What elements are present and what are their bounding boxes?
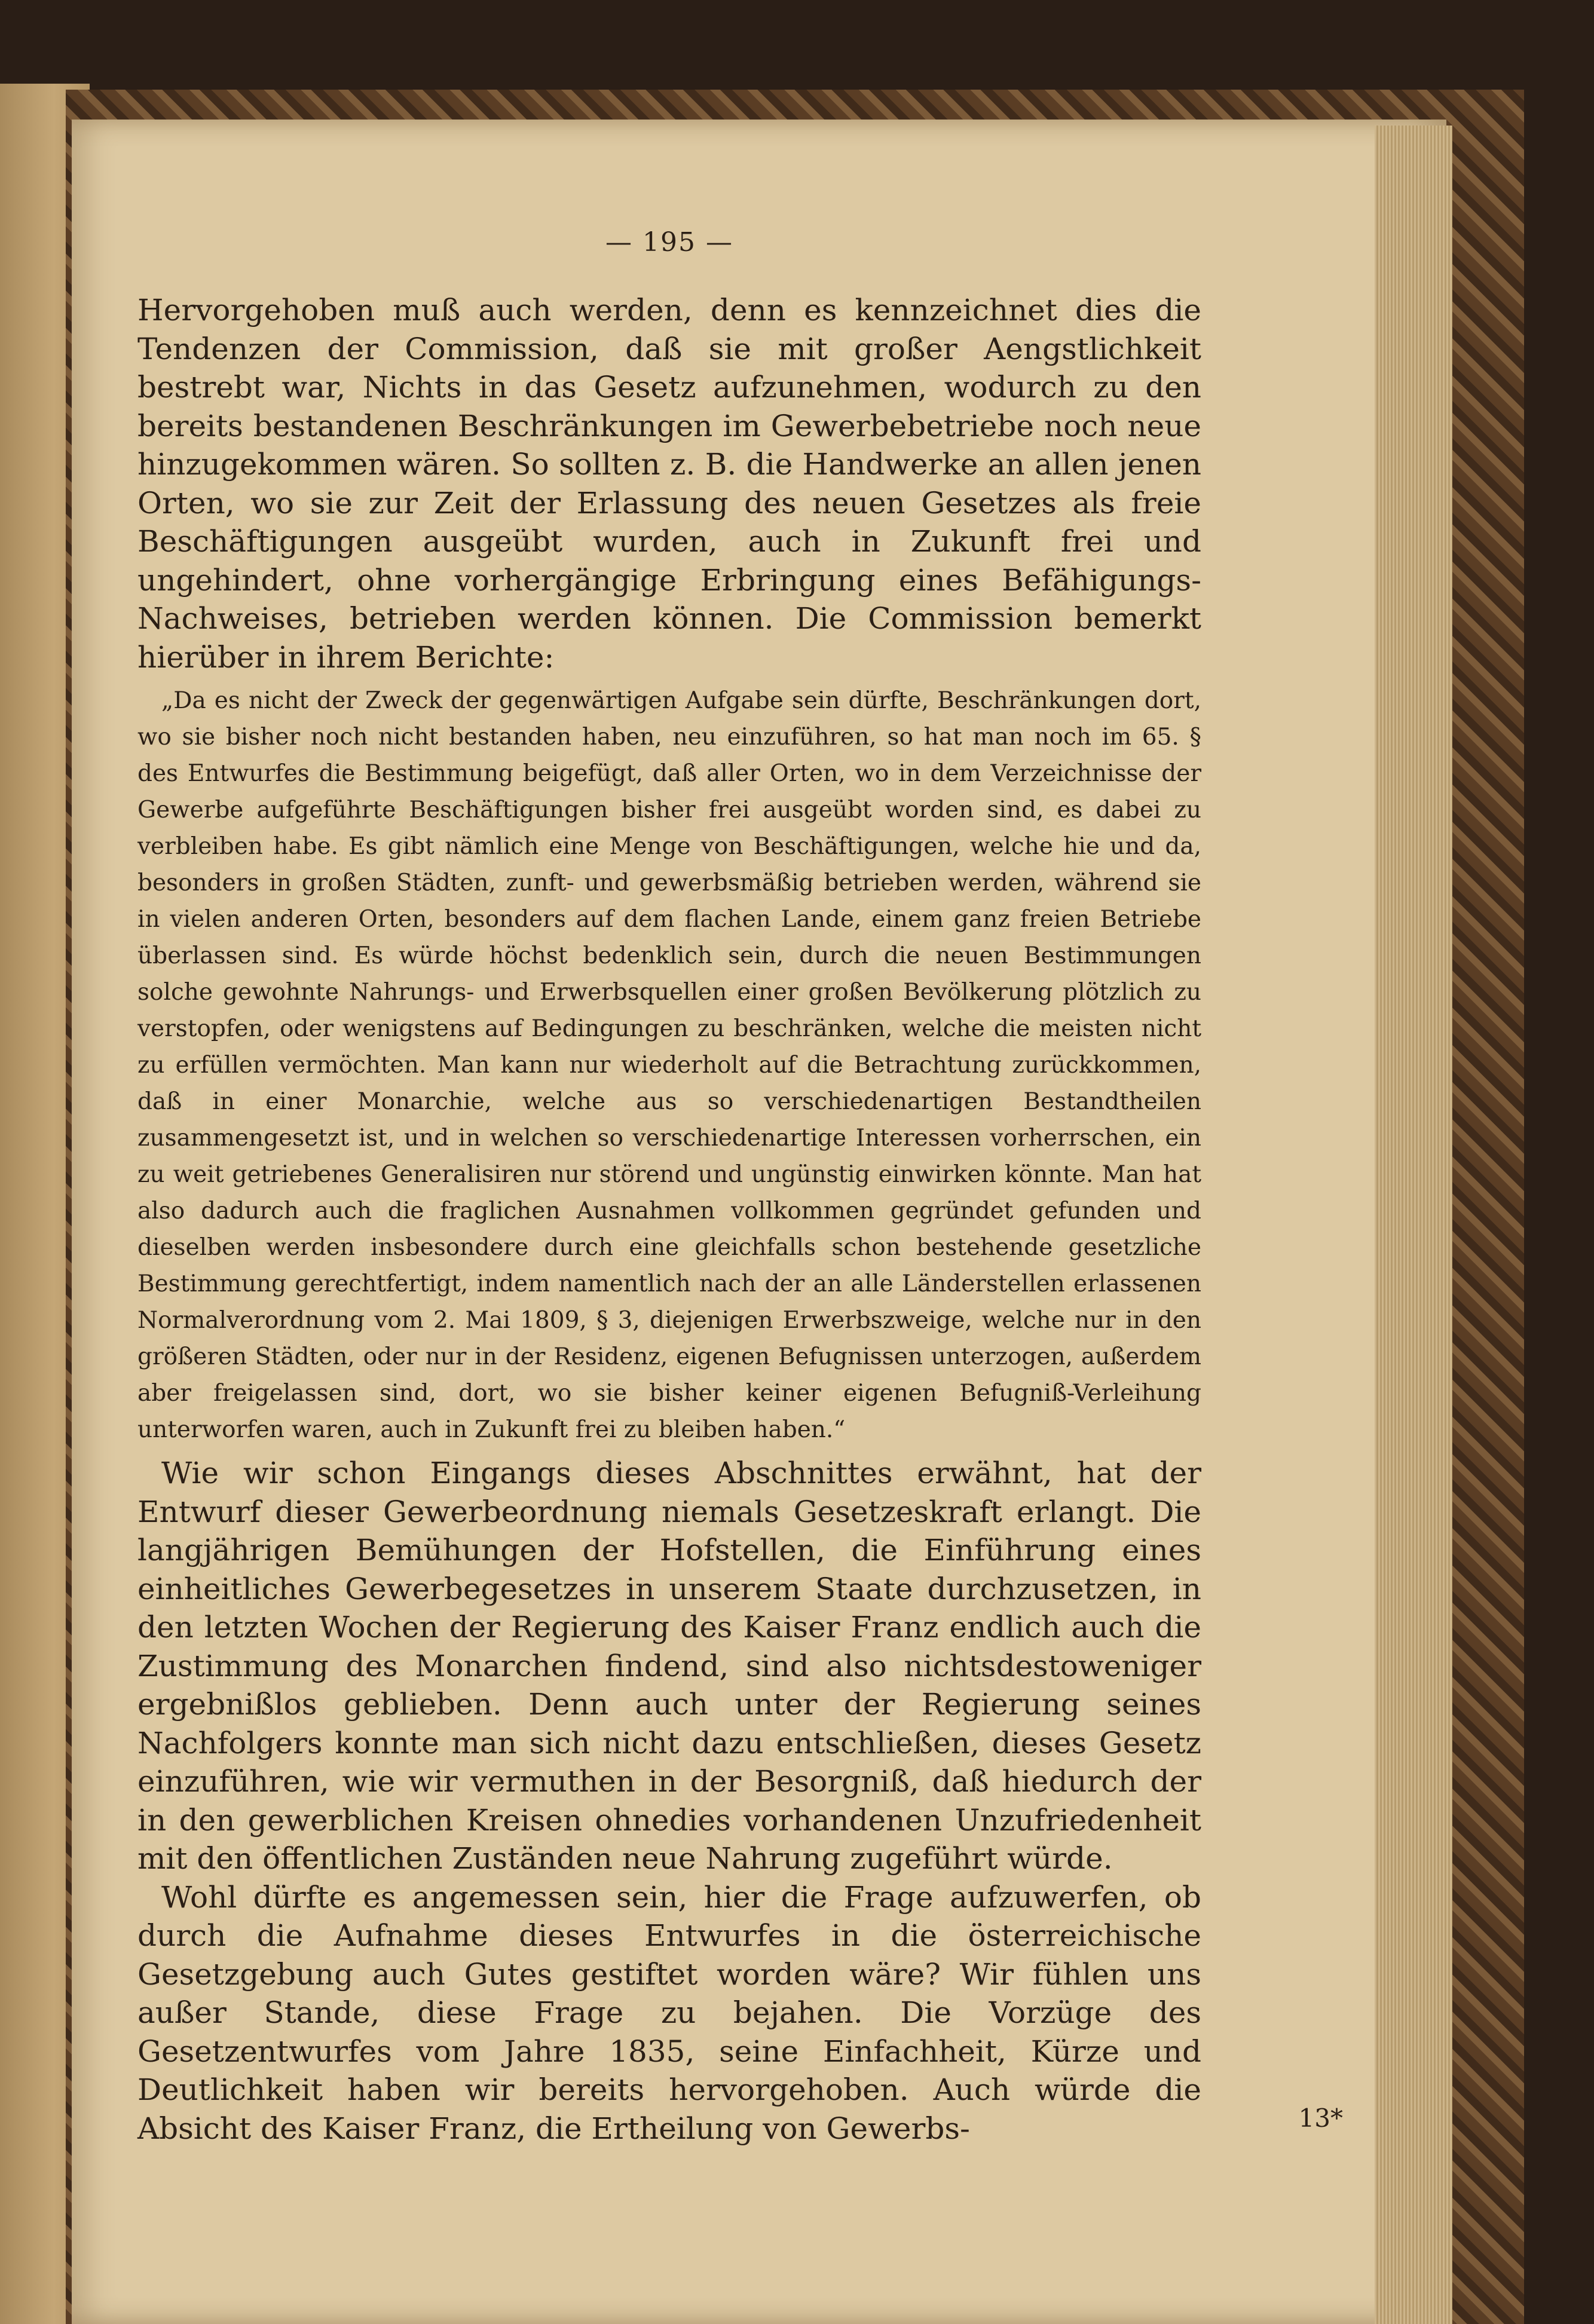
signature-mark: 13*: [1298, 2103, 1343, 2133]
page-edges: [1375, 125, 1452, 2324]
paragraph-3: Wie wir schon Eingangs dieses Abschnittes erwähnt, hat der Entwurf dieser Gewerbeordnung niemals Gesetzeskraft erlangt. Die langjährigen Bemühungen der Hofstellen, die Einführung eines einheitliches Gewerbegesetzes in unserem Staate durchzusetzen, in den letzten Wochen der Regierung des Kaiser Franz endlich auch die Zustimmung des Monarchen findend, sind also nichtsdestoweniger ergebnißlos geblieben. Denn auch unter der Regierung seines Nachfolgers konnte man sich nicht dazu entschließen, dieses Gesetz einzuführen, wie wir vermuthen in der Besorgniß, daß hiedurch der in den gewerblichen Kreisen ohnedies vorhandenen Unzufriedenheit mit den öffentlichen Zuständen neue Nahrung zugeführt würde.: [137, 1456, 1201, 1876]
paragraph-4: Wohl dürfte es angemessen sein, hier die Frage aufzuwerfen, ob durch die Aufnahme dieses Entwurfes in die österreichische Gesetzgebung auch Gutes gestiftet worden wäre? Wir fühlen uns außer Stande, diese Frage zu bejahen. Die Vorzüge des Gesetzentwurfes vom Jahre 1835, seine Einfachheit, Kürze und Deutlichkeit haben wir bereits hervorgehoben. Auch würde die Absicht des Kaiser Franz, die Ertheilung von Gewerbs-: [137, 1879, 1201, 2146]
page-text: [137, 227, 1201, 2148]
quote-paragraph: „Da es nicht der Zweck der gegenwärtigen Aufgabe sein dürfte, Beschränkungen dort, wo sie bisher noch nicht bestanden haben, neu einzuführen, so hat man noch im 65. § des Entwurfes die Bestimmung beigefügt, daß aller Orten, wo in dem Verzeichnisse der Gewerbe aufgeführte Beschäftigungen bisher frei ausgeübt worden sind, es dabei zu verbleiben habe. Es gibt nämlich eine Menge von Beschäftigungen, welche hie und da, besonders in großen Städten, zunft- und gewerbsmäßig betrieben werden, während sie in vielen anderen Orten, besonders auf dem flachen Lande, einem ganz freien Betriebe überlassen sind. Es würde höchst bedenklich sein, durch die neuen Bestimmungen solche gewohnte Nahrungs- und Erwerbsquellen einer großen Bevölkerung plötzlich zu verstopfen, oder wenigstens auf Bedingungen zu beschränken, welche die meisten nicht zu erfüllen vermöchten. Man kann nur wiederholt auf die Betrachtung zurückkommen, daß in einer Monarchie, welche aus so verschiedenartigen Bestandtheilen zusammengesetzt ist, und in welchen so verschiedenartige Interessen vorherrschen, ein zu weit getriebenes Generalisiren nur störend und ungünstig einwirken könnte. Man hat also dadurch auch die fraglichen Ausnahmen vollkommen gegründet gefunden und dieselben werden insbesondere durch eine gleichfalls schon bestehende gesetzliche Bestimmung gerechtfertigt, indem namentlich nach der an alle Länderstellen erlassenen Normalverordnung vom 2. Mai 1809, § 3, diejenigen Erwerbszweige, welche nur in den größeren Städten, oder nur in der Residenz, eigenen Befugnissen unterzogen, außerdem aber freigelassen sind, dort, wo sie bisher keiner eigenen Befugniß-Verleihung unterworfen waren, auch in Zukunft frei zu bleiben haben.“: [137, 687, 1201, 1443]
paragraph-1: Hervorgehoben muß auch werden, denn es kennzeichnet dies die Tendenzen der Commission, daß sie mit großer Aengstlichkeit bestrebt war, Nichts in das Gesetz aufzunehmen, wodurch zu den bereits bestandenen Beschränkungen im Gewerbebetriebe noch neue hinzugekommen wären. So sollten z. B. die Handwerke an allen jenen Orten, wo sie zur Zeit der Erlassung des neuen Gesetzes als freie Beschäftigungen ausgeübt wurden, auch in Zukunft frei und ungehindert, ohne vorhergängige Erbringung eines Befähigungs-Nachweises, betrieben werden können. Die Commission bemerkt hierüber in ihrem Berichte:: [137, 293, 1201, 675]
page-number: — 195 —: [605, 227, 733, 258]
